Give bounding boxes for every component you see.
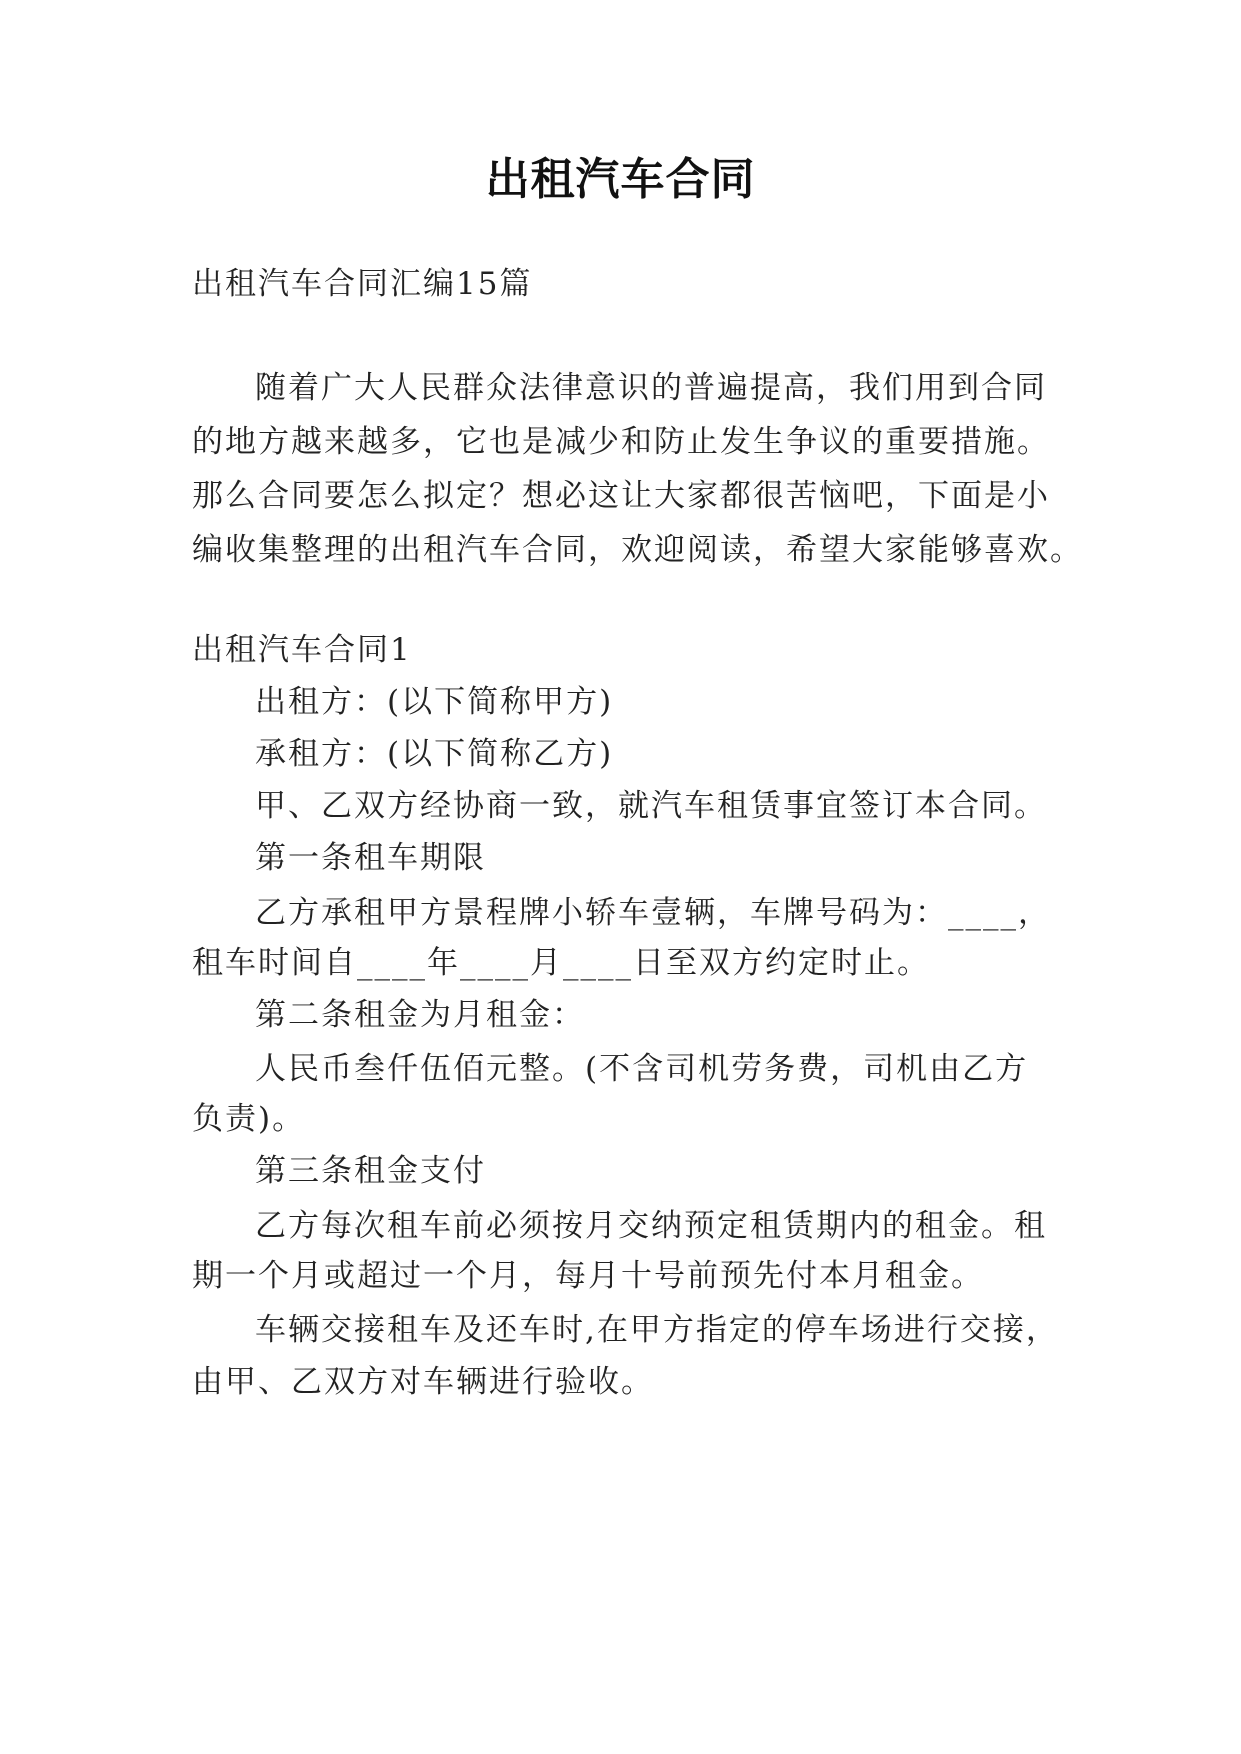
document-subtitle: 出租汽车合同汇编15篇	[192, 266, 533, 302]
lessee-line: 承租方：(以下简称乙方)	[255, 736, 614, 772]
intro-line-4: 编收集整理的出租汽车合同，欢迎阅读，希望大家能够喜欢。	[192, 532, 1083, 568]
article2-line-2: 负责)。	[192, 1101, 306, 1137]
article1-line-1: 乙方承租甲方景程牌小轿车壹辆，车牌号码为：____，	[255, 895, 1051, 931]
lessor-line: 出租方：(以下简称甲方)	[255, 684, 614, 720]
agreement-line: 甲、乙双方经协商一致，就汽车租赁事宜签订本合同。	[255, 788, 1047, 824]
intro-line-1: 随着广大人民群众法律意识的普遍提高，我们用到合同	[255, 370, 1047, 406]
article2-title: 第二条租金为月租金：	[255, 997, 585, 1033]
handover-line-1: 车辆交接租车及还车时,在甲方指定的停车场进行交接，	[255, 1312, 1059, 1348]
article1-line-2: 租车时间自____年____月____日至双方约定时止。	[192, 945, 930, 981]
handover-line-2: 由甲、乙双方对车辆进行验收。	[192, 1364, 654, 1400]
article2-line-1: 人民币叁仟伍佰元整。(不含司机劳务费，司机由乙方	[255, 1051, 1029, 1087]
article1-title: 第一条租车期限	[255, 840, 486, 876]
section-heading: 出租汽车合同1	[192, 632, 412, 668]
intro-line-3: 那么合同要怎么拟定？想必这让大家都很苦恼吧，下面是小	[192, 478, 1050, 514]
article3-line-1: 乙方每次租车前必须按月交纳预定租赁期内的租金。租	[255, 1208, 1047, 1244]
article3-title: 第三条租金支付	[255, 1153, 486, 1189]
intro-line-2: 的地方越来越多，它也是减少和防止发生争议的重要措施。	[192, 424, 1050, 460]
article3-line-2: 期一个月或超过一个月，每月十号前预先付本月租金。	[192, 1258, 984, 1294]
document-title: 出租汽车合同	[485, 154, 756, 205]
